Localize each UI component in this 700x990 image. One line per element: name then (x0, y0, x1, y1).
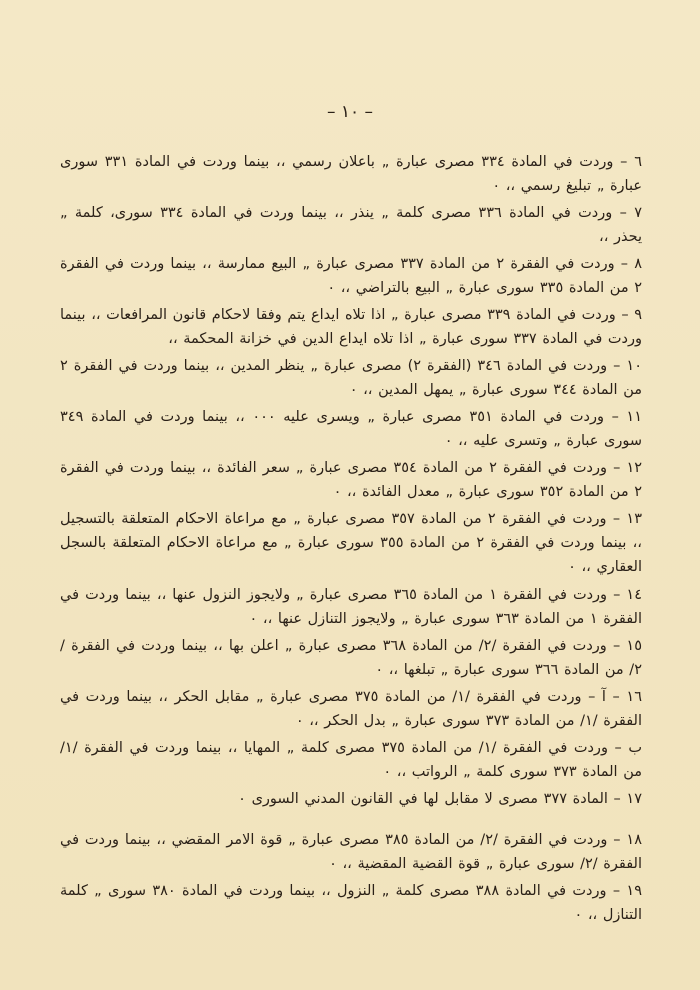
list-item: ٩ – وردت في المادة ٣٣٩ مصرى عبارة „ اذا تلاه ايداع يتم وفقا لاحكام قانون المرافعات ،، بينما وردت في المادة ٣٣٧ سورى عبارة „ اذا تلاه ايداع الدين في خزانة المحكمة ،، (60, 307, 642, 347)
list-item: ١١ – وردت في المادة ٣٥١ مصرى عبارة „ ويسرى عليه ٠٠٠ ،، بينما وردت في المادة ٣٤٩ سورى عبارة „ وتسرى عليه ،، ٠ (60, 409, 642, 449)
list-item: ٦ – وردت في المادة ٣٣٤ مصرى عبارة „ باعلان رسمي ،، بينما وردت في المادة ٣٣١ سورى عبارة „ تبليغ رسمي ،، ٠ (60, 154, 642, 194)
list-item: ١٢ – وردت في الفقرة ٢ من المادة ٣٥٤ مصرى عبارة „ سعر الفائدة ،، بينما وردت في الفقرة ٢ من المادة ٣٥٢ سورى عبارة „ معدل الفائدة ،، ٠ (60, 460, 642, 500)
list-item: ١٧ – المادة ٣٧٧ مصرى لا مقابل لها في القانون المدني السورى ٠ (238, 791, 642, 807)
page-number: – ١٠ – (326, 102, 374, 122)
list-item: ١٩ – وردت في المادة ٣٨٨ مصرى كلمة „ النزول ،، بينما وردت في المادة ٣٨٠ سورى „ كلمة التنازل ،، ٠ (60, 883, 642, 923)
list-item: ٨ – وردت في الفقرة ٢ من المادة ٣٣٧ مصرى عبارة „ البيع ممارسة ،، بينما وردت في الفقرة ٢ من المادة ٣٣٥ سورى عبارة „ البيع بالتراضي ،، ٠ (60, 256, 642, 296)
list-item: ١٦ – آ – وردت في الفقرة /١/ من المادة ٣٧٥ مصرى عبارة „ مقابل الحكر ،، بينما وردت في الفقرة /١/ من المادة ٣٧٣ سورى عبارة „ بدل الحكر ،، ٠ (60, 689, 642, 729)
list-item: ١٨ – وردت في الفقرة /٢/ من المادة ٣٨٥ مصرى عبارة „ قوة الامر المقضي ،، بينما وردت في الفقرة /٢/ سورى عبارة „ قوة القضية المقضية ،، ٠ (60, 832, 642, 872)
list-item: ١٤ – وردت في الفقرة ١ من المادة ٣٦٥ مصرى عبارة „ ولايجوز النزول عنها ،، بينما وردت في الفقرة ١ من المادة ٣٦٣ سورى عبارة „ ولايجوز التنازل عنها ،، ٠ (60, 587, 642, 627)
list-item: ١٣ – وردت في الفقرة ٢ من المادة ٣٥٧ مصرى عبارة „ مع مراعاة الاحكام المتعلقة بالتسجيل ،، بينما وردت في الفقرة ٢ من المادة ٣٥٥ سورى عبارة „ مع مراعاة الاحكام المتعلقة بالسجل العقاري ،، ٠ (60, 511, 642, 575)
list-item: ب – وردت في الفقرة /١/ من المادة ٣٧٥ مصرى كلمة „ المهايا ،، بينما وردت في الفقرة /١/ من المادة ٣٧٣ سورى كلمة „ الرواتب ،، ٠ (60, 740, 642, 780)
list-item: ٧ – وردت في المادة ٣٣٦ مصرى كلمة „ ينذر ،، بينما وردت في المادة ٣٣٤ سورى، كلمة „ يحذر ،، (60, 205, 642, 245)
list-item: ١٥ – وردت في الفقرة /٢/ من المادة ٣٦٨ مصرى عبارة „ اعلن بها ،، بينما وردت في الفقرة /٢/ من المادة ٣٦٦ سورى عبارة „ تبلغها ،، ٠ (60, 638, 642, 678)
list-item: ١٠ – وردت في المادة ٣٤٦ (الفقرة ٢) مصرى عبارة „ ينظر المدين ،، بينما وردت في الفقرة ٢ من المادة ٣٤٤ سورى عبارة „ يمهل المدين ،، ٠ (60, 358, 642, 398)
comparison-list (60, 150, 642, 930)
